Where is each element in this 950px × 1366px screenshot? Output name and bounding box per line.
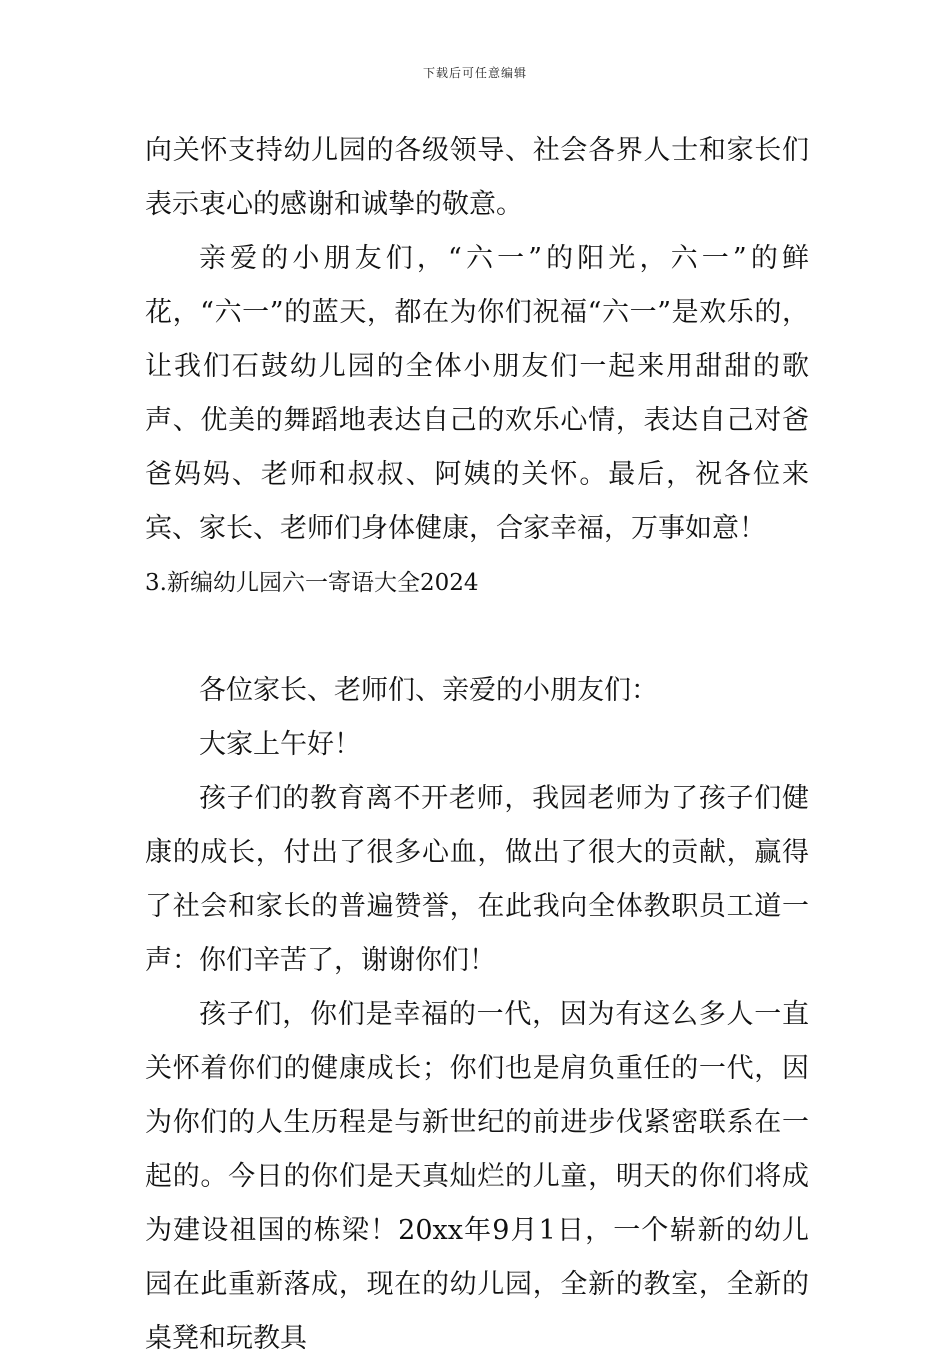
paragraph-children: 孩子们，你们是幸福的一代，因为有这么多人一直关怀着你们的健康成长；你们也是肩负重任的一代，因为你们的人生历程是与新世纪的前进步伐紧密联系在一起的。今日的你们是天真灿烂的儿童，明天的你们将成为建设祖国的栋梁！20xx年9月1日，一个崭新的幼儿园在此重新落成，现在的幼儿园，全新的教室，全新的桌凳和玩教具	[145, 999, 809, 1354]
section-heading: 3.新编幼儿园六一寄语大全2024	[145, 570, 479, 596]
paragraph-good-morning: 大家上午好！	[199, 729, 361, 760]
paragraph-children-day: 亲爱的小朋友们，“六一”的阳光，六一”的鲜花，“六一”的蓝天，都在为你们祝福“六一”是欢乐的，让我们石鼓幼儿园的全体小朋友们一起来用甜甜的歌声、优美的舞蹈地表达自己的欢乐心情，表达自己对爸爸妈妈、老师和叔叔、阿姨的关怀。最后，祝各位来宾、家长、老师们身体健康，合家幸福，万事如意！	[145, 243, 809, 544]
blank-line	[145, 610, 809, 664]
page-header: 下载后可任意编辑	[422, 66, 527, 80]
paragraph-thanks: 向关怀支持幼儿园的各级领导、社会各界人士和家长们表示衷心的感谢和诚挚的敬意。	[145, 135, 809, 220]
paragraph-teachers: 孩子们的教育离不开老师，我园老师为了孩子们健康的成长，付出了很多心血，做出了很大的贡献，赢得了社会和家长的普遍赞誉，在此我向全体教职员工道一声：你们辛苦了，谢谢你们！	[145, 783, 809, 976]
paragraph-greeting-address: 各位家长、老师们、亲爱的小朋友们：	[199, 675, 658, 706]
document-body	[145, 124, 809, 1366]
